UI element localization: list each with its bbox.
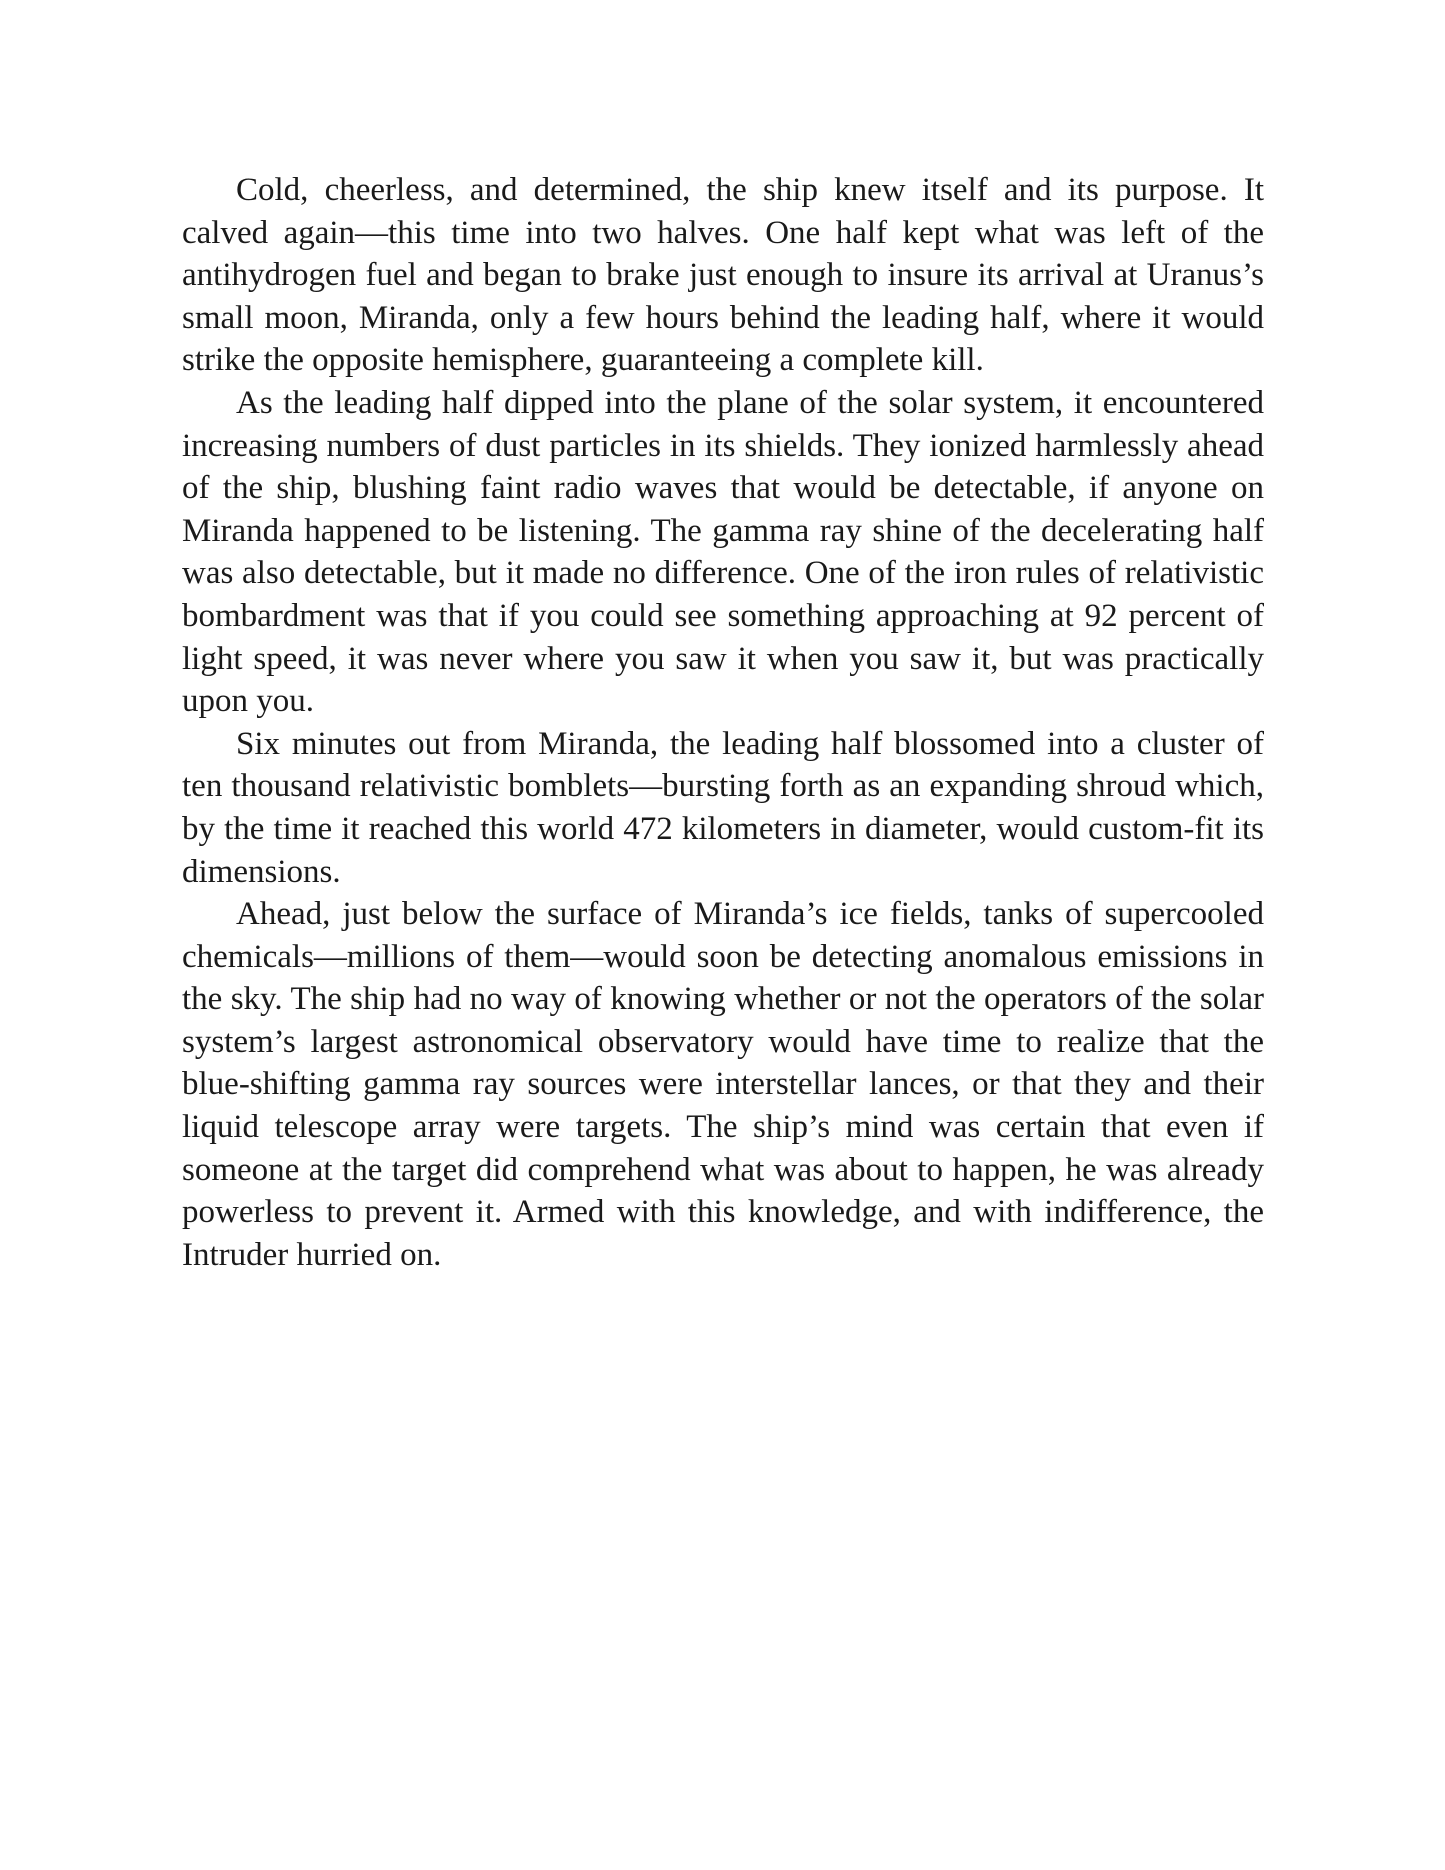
paragraph-3: Six minutes out from Miranda, the leading half blossomed into a cluster of ten thousand relativistic bomblets—bursting forth as an expanding shroud which, by the time it reached this world 472 kilometers in diameter, would custom-fit its dimensions. <box>182 725 1264 890</box>
paragraph-4: Ahead, just below the surface of Miranda’s ice fields, tanks of supercooled chemicals—millions of them—would soon be detecting anomalous emissions in the sky. The ship had no way of knowing whether or not the operators of the solar system’s largest astronomical observatory would have time to realize that the blue-shifting gamma ray sources were interstellar lances, or that they and their liquid telescope array were targets. The ship’s mind was certain that even if someone at the target did comprehend what was about to happen, he was already powerless to prevent it. Armed with this knowledge, and with indifference, the Intruder hurried on. <box>182 896 1264 1273</box>
paragraph-2: As the leading half dipped into the plane of the solar system, it encountered increasing numbers of dust particles in its shields. They ionized harmlessly ahead of the ship, blushing faint radio waves that would be detectable, if anyone on Miranda happened to be listening. The gamma ray shine of the decelerating half was also detectable, but it made no difference. One of the iron rules of relativistic bombardment was that if you could see something approaching at 92 percent of light speed, it was never where you saw it when you saw it, but was practically upon you. <box>182 384 1264 720</box>
body-text <box>182 169 1264 1276</box>
paragraph-1: Cold, cheerless, and determined, the ship knew itself and its purpose. It calved again—this time into two halves. One half kept what was left of the antihydrogen fuel and began to brake just enough to insure its arrival at Uranus’s small moon, Miranda, only a few hours behind the leading half, where it would strike the opposite hemisphere, guaranteeing a complete kill. <box>182 172 1264 379</box>
